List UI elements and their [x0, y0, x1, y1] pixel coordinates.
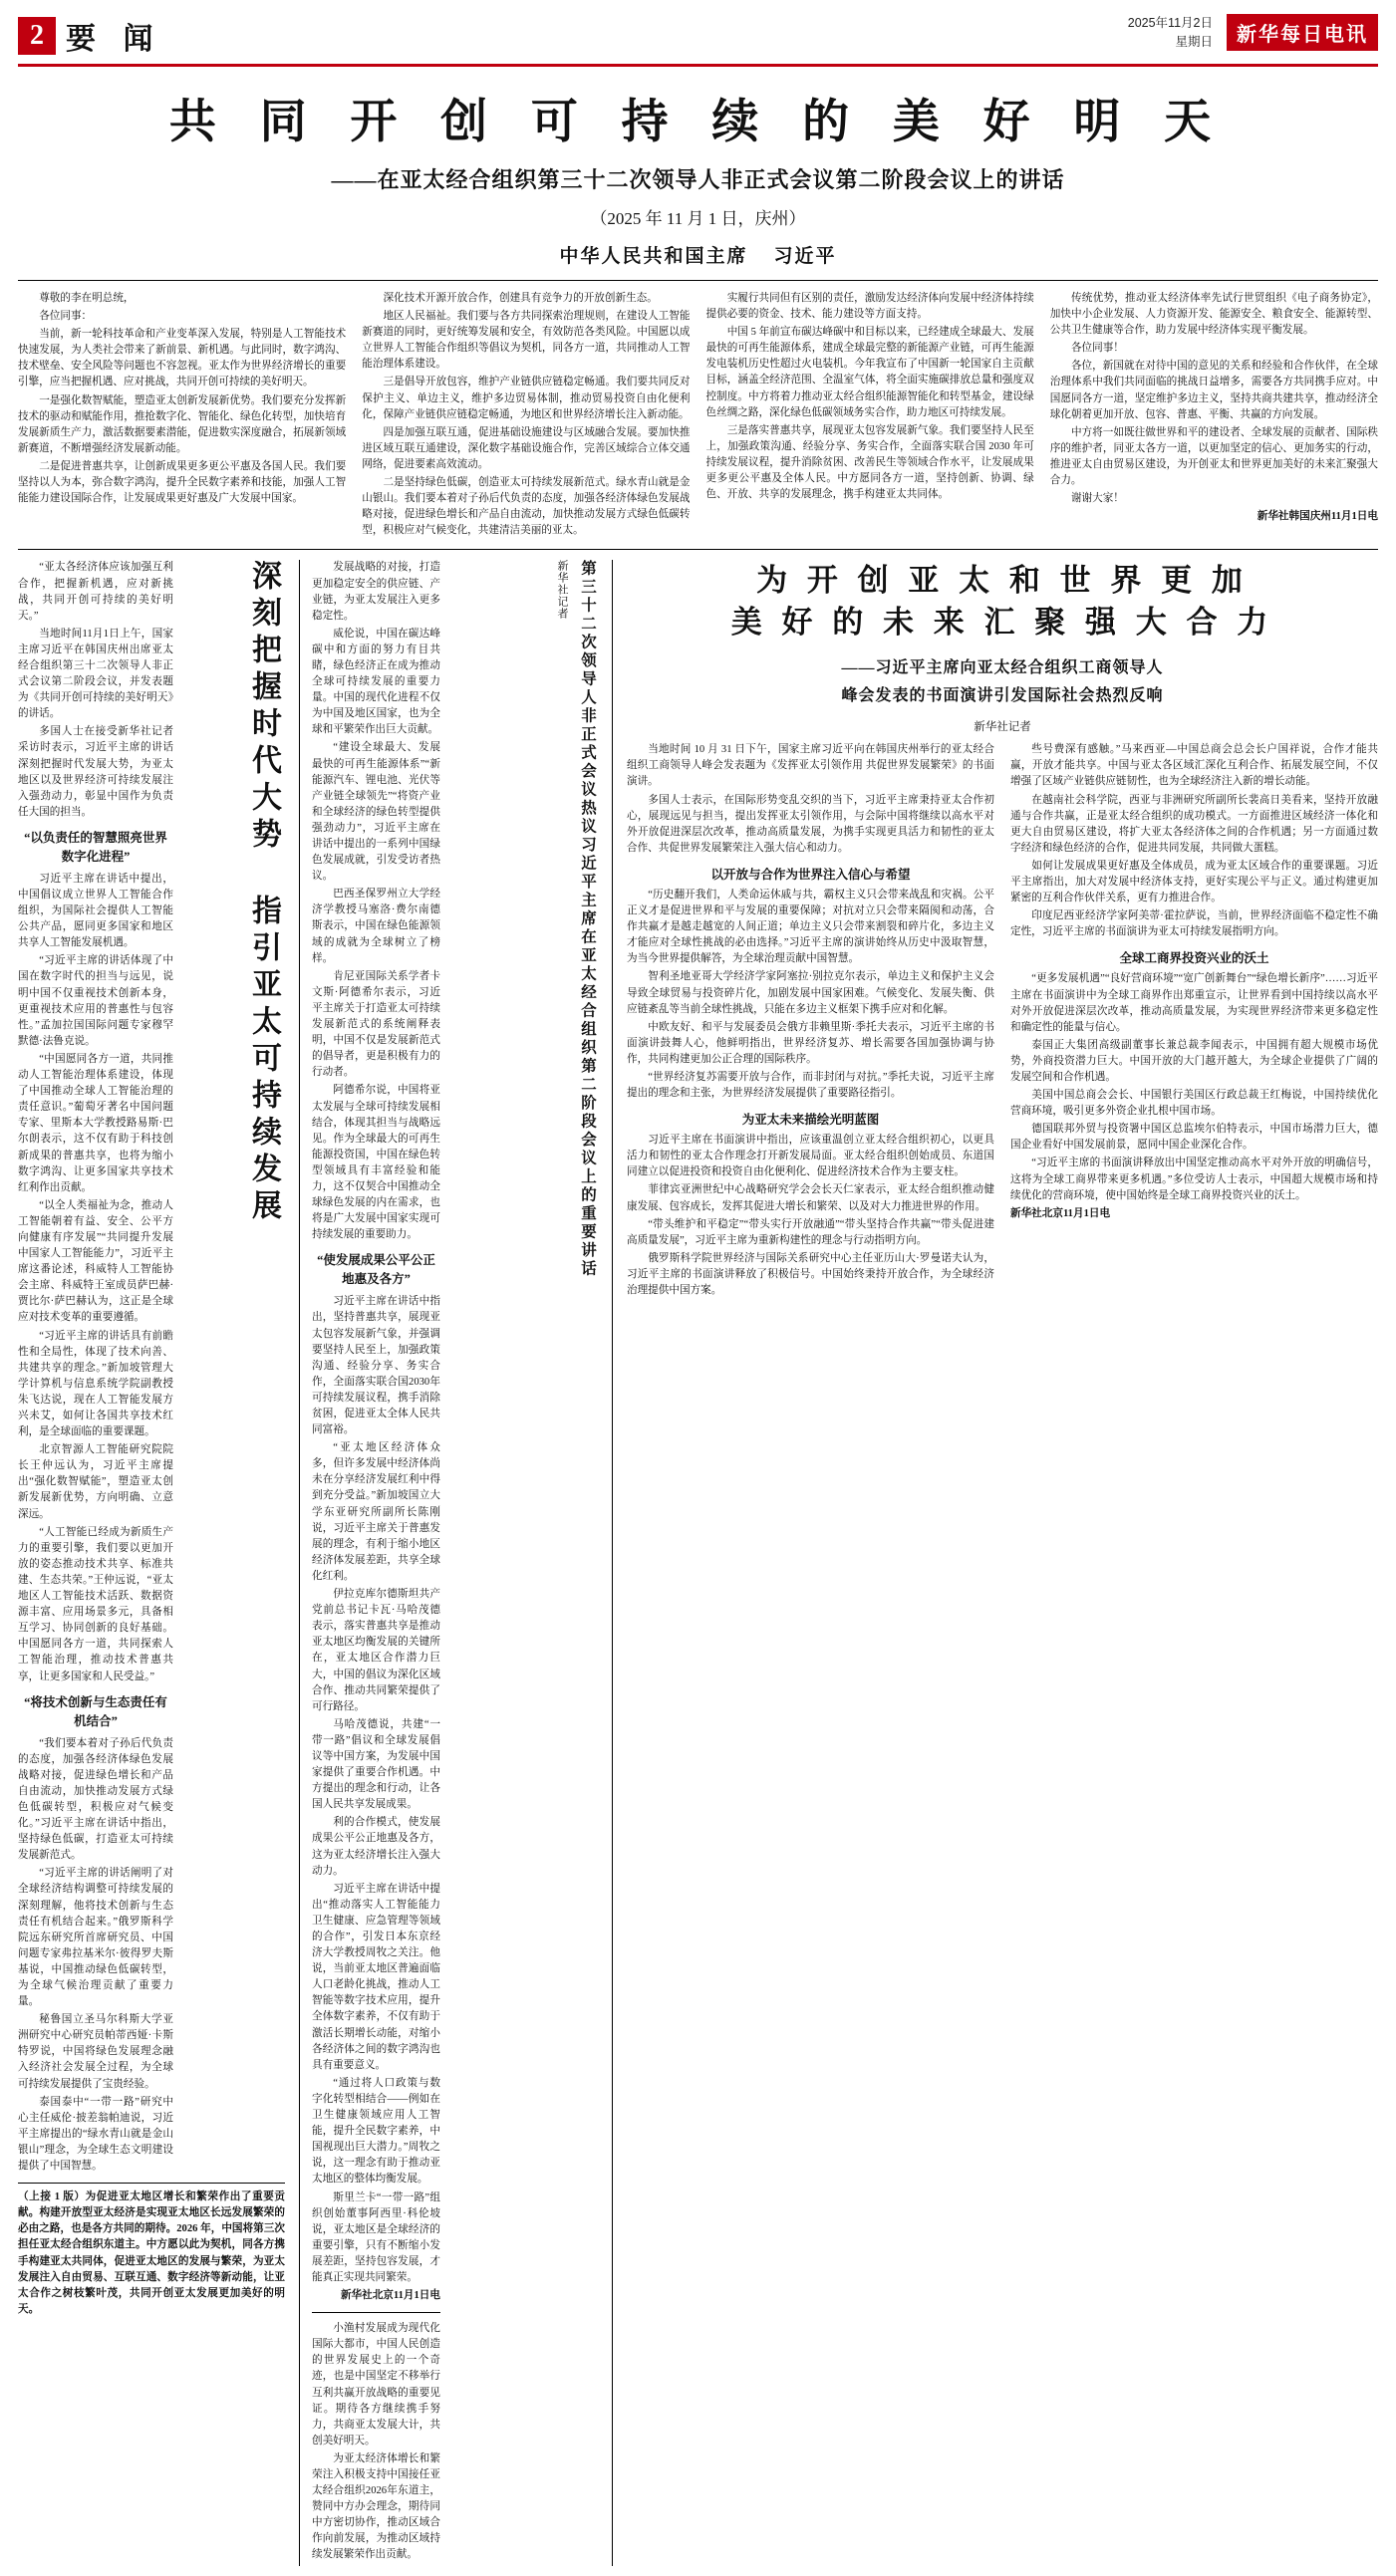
speech-body [18, 291, 1378, 550]
paragraph: 三是落实普惠共享，展现亚太包容发展新气象。我们要坚持人民至上，加强政策沟通、经验分享、务实合作，全面落实联合国 2030 年可持续发展议程，提升消除贫困、改善民生等领域合作水平，让发展成果更多更公平惠及全体人民。中方愿同各方一道，坚持创新、协调、绿色、开放、共享的发展理念，携手构建亚太共同体。 [705, 424, 1034, 501]
paragraph: 如何让发展成果更好惠及全体成员，成为亚太区域合作的重要课题。习近平主席指出，加大对发展中经济体支持，更好实现公平与正义。通过构建更加紧密的互利合作伙伴关系，更有力推进合作。 [1010, 860, 1378, 904]
publish-date: 2025年11月2日 [1127, 16, 1213, 30]
main-headline: 共 同 开 创 可 持 续 的 美 好 明 天 [168, 97, 1228, 148]
paragraph: 菲律宾亚洲世纪中心战略研究学会会长天仁家表示，亚太经合组织推动健康发展、包容成长，发挥其促进大增长和繁荣、以及对大力推进世界的作用。 [627, 1184, 994, 1212]
paragraph: 中国 5 年前宣布碳达峰碳中和目标以来，已经建成全球最大、发展最快的可再生能源体系，建成全球最完整的新能源产业链，可再生能源发电装机历史性超过火电装机。今年我宣布了中国新一轮国家自主贡献目标，涵盖全经济范围、全温室气体，将全面实施碳排放总量和强度双控制度。中方将着力推动亚太经合组织能源智能化和转型基金，建设绿色丝绸之路，深化绿色低碳领域务实合作，助力地区可持续发展。 [705, 327, 1034, 418]
paragraph: 北京智源人工智能研究院院长王仲远认为，习近平主席提出“强化数智赋能”，塑造亚太创新发展新优势，方向明确、立意深远。 [18, 1444, 173, 1520]
article-left-text [18, 560, 181, 2177]
continuation-note-block [18, 2183, 285, 2318]
paragraph: 传统优势，推动亚太经济体率先试行世贸组织《电子商务协定》，加快中小企业发展、人力资源开发、能源安全、粮食安全、能源转型、公共卫生健康等合作，助力发展中经济体实现平衡发展。 [1049, 293, 1378, 337]
paragraph: 当地时间11月1日上午，国家主席习近平在韩国庆州出席亚太经合组织第三十二次领导人非正式会议第二阶段会议，并发表题为《共同开创可持续的美好明天》的讲话。 [18, 628, 173, 720]
speech-col-4 [1050, 291, 1378, 541]
paragraph: 德国联邦外贸与投资署中国区总监埃尔伯特表示，中国市场潜力巨大，德国企业看好中国发展前景，愿同中国企业深化合作。 [1010, 1124, 1378, 1152]
paragraph: 深化技术开源开放合作，创建具有竞争力的开放创新生态。 [383, 293, 658, 304]
subheading: 以开放与合作为世界注入信心与希望 [710, 867, 911, 882]
paragraph: 中方将一如既往做世界和平的建设者、全球发展的贡献者、国际秩序的维护者，同亚太各方一道，以更加坚定的信心、更加务实的行动，推进亚太自由贸易区建设，为开创亚太和世界更加美好的未来汇聚强大合力。 [1049, 426, 1378, 487]
vertical-author: 新华社记者 [556, 560, 568, 621]
sub-headline: ——在亚太经合组织第三十二次领导人非正式会议第二阶段会议上的讲话 [331, 167, 1065, 192]
paragraph: “建设全球最大、发展最快的可再生能源体系”“新能源汽车、锂电池、光伏等产业链全球领先”“将资产业和全球经济的绿色转型提供强劲动力”，习近平主席在讲话中提出的一系列中国绿色发展成就，引发受访者热议。 [312, 742, 440, 883]
paragraph: 小渔村发展成为现代化国际大都市，中国人民创造的世界发展史上的一个奇迹，也是中国坚定不移举行互利共赢开放战略的重要见证。期待各方继续携手努力，共商亚太发展大计，共创美好明天。 [312, 2323, 440, 2447]
page-number: 2 [18, 17, 56, 55]
paragraph: “亚太地区经济体众多，但许多发展中经济体尚未在分享经济发展红利中得到充分受益。”新加坡国立大学东亚研究所副所长陈刚说，习近平主席关于普惠发展的理念，有利于缩小地区经济体发展差距，共享全球化红利。 [312, 1442, 440, 1582]
paragraph: 实履行共同但有区别的责任，激励发达经济体向发展中经济体持续提供必要的资金、技术、能力建设等方面支持。 [705, 293, 1034, 321]
paragraph: “通过将人口政策与数字化转型相结合——例如在卫生健康领域应用人工智能，提升全民数字素养，中国视现出巨大潜力。”周牧之说，这一理念有助于推动亚太地区的整体均衡发展。 [312, 2077, 440, 2186]
subheading: 全球工商界投资兴业的沃土 [1119, 951, 1269, 966]
article-middle-signature: 新华社北京11月1日电 [340, 2290, 440, 2302]
right-headline-block [627, 560, 1378, 734]
paragraph: “更多发展机遇”“良好营商环境”“宽广创新舞台”“绿色增长新序”……习近平主席在书面演讲中为全球工商界作出郑重宣示，让世界看到中国持续以高水平对外开放促进深层次改革，推动高质量发展，为实现世界经济带来更多稳定性和确定性的能量与信心。 [1010, 973, 1378, 1033]
masthead-left [18, 14, 163, 58]
paragraph: 四是加强互联互通，促进基础设施建设与区域融合发展。要加快推进区域互联互通建设，深化数字基础设施合作，完善区域综合立体交通网络，促进要素高效流动。 [362, 426, 691, 470]
article-left [18, 560, 285, 2565]
paragraph: 智利圣地亚哥大学经济学家阿塞拉·别拉克尔表示，单边主义和保护主义会导致全球贸易与投资碎片化，加剧发展中国家困难。气候变化、发展失衡、供应链紊乱等当前全球性挑战，只能在多边主义框架下携手应对和化解。 [627, 971, 994, 1015]
paragraph: 巴西圣保罗州立大学经济学教授马塞洛·费尔南德斯表示，中国在绿色能源领域的成就为全球树立了榜样。 [312, 889, 440, 964]
paragraph: 各位同事： [39, 311, 93, 323]
author-name: 习近平 [773, 246, 837, 267]
paper-logo: 新华每日电讯 [1227, 14, 1378, 51]
paragraph: 地区人民福祉。我们要与各方共同探索治理规则，在建设人工智能新赛道的同时，更好统筹发展和安全，有效防范各类风险。中国愿以成立世界人工智能合作组织等倡议为契机，同各方一道，共同推动人工智能治理体系建设。 [362, 311, 691, 371]
paragraph: 二是坚持绿色低碳，创造亚太可持续发展新范式。绿水青山就是金山银山。我们要本着对子孙后代负责的态度，加强各经济体绿色发展战略对接，促进绿色增长和产品自由流动，加快推动发展方式绿色低碳转型，积极应对气候变化，共建清洁美丽的亚太。 [362, 477, 691, 537]
paragraph: 些号费深有感触。”马来西亚—中国总商会总会长户国祥说，合作才能共赢，开放才能共享。中国与亚太各区域汇深化互利合作、拓展发展空间，不仅增强了区域产业链供应链韧性，也为全球经济注入新的增长动能。 [1010, 744, 1378, 788]
paragraph: 泰国泰中“一带一路”研究中心主任威伦·披差翁帕迪说，习近平主席提出的“绿水青山就是金山银山”理念，为全球生态文明建设提供了中国智慧。 [18, 2096, 173, 2173]
section-title: 要 闻 [66, 23, 163, 56]
divider-top [18, 280, 1378, 281]
paragraph: 伊拉克库尔德斯坦共产党前总书记卡瓦·马哈茂德表示，落实普惠共享是推动亚太地区均衡发展的关键所在，亚太地区合作潜力巨大，中国的倡议为深化区域合作、推动共同繁荣提供了可行路径。 [312, 1589, 440, 1712]
speech-signature: 新华社韩国庆州11月1日电 [1256, 511, 1378, 523]
paragraph: “亚太各经济体应该加强互利合作，把握新机遇，应对新挑战，共同开创可持续的美好明天。” [18, 562, 173, 622]
subheading: “以负责任的智慧照亮世界数字化进程” [24, 830, 167, 864]
paragraph: 尊敬的李在明总统， [39, 293, 135, 304]
paragraph: 习近平主席在讲话中提出“推动落实人工智能能力卫生健康、应急管理等领域的合作”，引发日本东京经济大学教授周牧之关注。他说，当前亚太地区普遍面临人口老龄化挑战，推动人工智能等数字技术应用，提升全体数字素养，不仅有助于激活长期增长动能，对缩小各经济体之间的数字鸿沟也具有重要意义。 [312, 1883, 440, 2071]
paragraph: 发展战略的对接，打造更加稳定安全的供应链、产业链，为亚太发展注入更多稳定性。 [312, 562, 440, 622]
paragraph: “历史翻开我们，人类命运休戚与共，霸权主义只会带来战乱和灾祸。公平正义才是促进世界和平与发展的重要保障；对抗对立只会带来隔阂和动荡，合作共赢才是越走越宽的人间正道；单边主义只会带来割裂和碎片化，多边主义才能应对全球性挑战的必由选择。”习近平主席的演讲始终从历史中汲取智慧，为当今世界提供解答，为全球治理贡献中国智慧。 [627, 889, 994, 965]
author-title: 中华人民共和国主席 [559, 246, 748, 267]
right-col-2 [1010, 742, 1378, 1301]
right-headline-line1: 为 开 创 亚 太 和 世 界 更 加 [756, 563, 1249, 599]
paragraph: 二是促进普惠共享，让创新成果更多更公平惠及各国人民。我们要坚持以人为本，弥合数字鸿沟，提升全民数字素养和技能，加强人工智能能力建设国际合作，让发展成果更好惠及广大发展中国家。 [18, 460, 347, 505]
speech-col-3 [706, 291, 1034, 541]
paragraph: 习近平主席在书面演讲中指出，应该重温创立亚太经合组织初心，以更具活力和韧性的亚太合作理念打开新发展局面。亚太经合组织创始成员、东道国同建立以促进投资和投资自由化便利化、促进经济技术合作为主要支柱。 [627, 1135, 994, 1178]
paragraph: “习近平主席的讲话体现了中国在数字时代的担当与远见，说明中国不仅重视技术创新本身，更重视技术应用的普惠性与包容性。”孟加拉国国际问题专家穆罕默德·法鲁克说。 [18, 955, 173, 1047]
right-subheadline-1: ——习近平主席向亚太经合组织工商领导人 [841, 659, 1164, 677]
right-body [627, 742, 1378, 1301]
right-author: 新华社记者 [974, 721, 1031, 734]
subheading: “使发展成果公平公正地惠及各方” [317, 1253, 435, 1287]
masthead-right [1128, 14, 1378, 52]
paragraph: 利的合作模式，使发展成果公平公正地惠及各方，这为亚太经济增长注入强大动力。 [312, 1817, 440, 1877]
divider-middle [312, 2312, 440, 2313]
article-left-vertical-title [181, 560, 285, 1226]
paragraph: 秘鲁国立圣马尔科斯大学亚洲研究中心研究员帕蒂西娅·卡斯特罗说，中国将绿色发展理念融入经济社会发展全过程，为全球可持续发展提供了宝贵经验。 [18, 2014, 173, 2090]
continuation-note: （上接 1 版）为促进亚太地区增长和繁荣作出了重要贡献。构建开放型亚太经济是实现亚太地区长远发展繁荣的必由之路，也是各方共同的期待。2026 年，中国将第三次担任亚太经合组织东道主。中方愿以此为契机，同各方携手构建亚太共同体，促进亚太地区的发展与繁荣，为亚太发展注入自由贸易、互联互通、数字经济等新动能，让亚太合作之树枝繁叶茂，共同开创亚太发展更加美好的明天。 [18, 2191, 285, 2315]
paragraph: 谢谢大家！ [1070, 493, 1124, 505]
paragraph: 印度尼西亚经济学家阿美蒂·霍拉萨说，当前，世界经济面临不稳定性不确定性，习近平主席的书面演讲为亚太可持续发展指明方向。 [1010, 910, 1378, 938]
article-right [612, 560, 1378, 2565]
speech-col-1 [18, 291, 346, 541]
paragraph: 多国人士表示，在国际形势变乱交织的当下，习近平主席秉持亚太合作初心，展现远见与担当，提出发挥亚太引领作用，与会际中国将继续以高水平对外开放促进深层次改革，推动高质量发展，为携手实现更具活力和韧性的亚太合作、共促世界发展繁荣注入强大信心和动力。 [627, 794, 994, 854]
paragraph: 多国人士在接受新华社记者采访时表示，习近平主席的讲话深刻把握时代发展大势，为亚太地区以及世界经济可持续发展注入强劲动力，彰显中国作为负责任大国的担当。 [18, 726, 173, 818]
paragraph: 为亚太经济体增长和繁荣注入积极支持中国接任亚太经合组织2026年东道主，赞同中方办会理念，期待同中方密切协作，推动区域合作向前发展，为推动区域持续发展繁荣作出贡献。 [312, 2452, 440, 2561]
paragraph: 美国中国总商会会长、中国银行美国区行政总裁王红梅说，中国持续优化营商环境，吸引更多外资企业扎根中国市场。 [1010, 1090, 1378, 1118]
date-block [1128, 14, 1213, 52]
right-col-1 [627, 742, 994, 1301]
right-signature: 新华社北京11月1日电 [1010, 1207, 1111, 1219]
subheading: 为亚太未来描绘光明蓝图 [741, 1113, 880, 1128]
paragraph: 肯尼亚国际关系学者卡文斯·阿德希尔表示，习近平主席关于打造亚太可持续发展新范式的系统阐释表明，中国不仅是发展新范式的倡导者，更是积极有力的行动者。 [312, 970, 440, 1079]
lower-region [18, 560, 1378, 2565]
paragraph: 习近平主席在讲话中提出，中国倡议成立世界人工智能合作组织，为国际社会提供人工智能公共产品，愿同更多国家和地区共享人工智能发展机遇。 [18, 873, 173, 949]
right-headline-line2: 美 好 的 未 来 汇 聚 强 大 合 力 [730, 605, 1274, 641]
headline-block [18, 67, 1378, 270]
article-middle-text [312, 560, 448, 2565]
paragraph: 泰国正大集团高级副董事长兼总裁李闻表示，中国拥有超大规模市场优势，外商投资潜力巨大。中国开放的大门越开越大，为全球企业提供了广阔的发展空间和合作机遇。 [1010, 1039, 1378, 1083]
paragraph: 中欧友好、和平与发展委员会俄方非赖里斯·季托夫表示，习近平主席的书面演讲鼓舞人心，他鲜明指出，世界经济复苏、增长需要各国加强协调与协作，共同构建更加公正合理的国际秩序。 [627, 1021, 994, 1065]
paragraph: 三是倡导开放包容，维护产业链供应链稳定畅通。我们要共同反对保护主义、单边主义，维护多边贸易体制，推动贸易投资自由化便利化，保障产业链供应链稳定畅通，为地区和世界经济增长注入新动能。 [362, 377, 691, 420]
paragraph: 各位同事！ [1070, 343, 1124, 355]
paragraph: 在越南社会科学院，西亚与非洲研究所副所长裴高日美看来，坚持开放融通与合作共赢，正是亚太经合组织的成功模式。一方面推进区域经济一体化和更大自由贸易区建设，将扩大亚太各经济体之间的合作机遇；另一方面通过数字经济和绿色经济的合作，促进共同发展，共同做大蛋糕。 [1010, 794, 1378, 854]
paragraph: “带头维护和平稳定”“带头实行开放融通”“带头坚持合作共赢”“带头促进建高质量发展”，习近平主席为重新构建性的理念与行动指明方向。 [627, 1218, 994, 1246]
paragraph: “世界经济复苏需要开放与合作，而非封闭与对抗。”季托夫说，习近平主席提出的理念和主张，为世界经济发展提供了重要路径指引。 [627, 1071, 994, 1100]
paragraph: “习近平主席的书面演讲释放出中国坚定推动高水平对外开放的明确信号，这将为全球工商界带来更多机遇。”多位受访人士表示，中国超大规模市场和持续优化的营商环境，使中国始终是全球工商界投资兴业的沃土。 [1010, 1158, 1378, 1201]
paragraph: 俄罗斯科学院世界经济与国际关系研究中心主任亚历山大·罗曼诺夫认为，习近平主席的书面演讲释放了积极信号。中国始终秉持开放合作，为全球经济治理提供中国方案。 [627, 1252, 994, 1296]
paragraph: 威伦说，中国在碳达峰碳中和方面的努力有目共睹，绿色经济正在成为推动全球可持续发展的重要力量。中国的现代化进程不仅为中国及地区国家，也为全球和平繁荣作出巨大贡献。 [312, 628, 440, 736]
paragraph: “我们要本着对子孙后代负责的态度，加强各经济体绿色发展战略对接，促进绿色增长和产品自由流动，加快推动发展方式绿色低碳转型，积极应对气候变化。”习近平主席在讲话中指出，坚持绿色低碳，打造亚太可持续发展新范式。 [18, 1737, 173, 1862]
vertical-headline: 深刻把握时代大势 指引亚太可持续发展 [247, 560, 280, 1227]
paragraph: 一是强化数智赋能，塑造亚太创新发展新优势。我们要充分发挥新技术的驱动和赋能作用，推抢数字化、智能化、绿色化转型，加快培育发展新质生产力，激活数据要素潜能，促进数实深度融合，拓展新领域新赛道，不断增强经济发展新动能。 [18, 394, 347, 454]
paragraph: 斯里兰卡“一带一路”组织创始董事阿西里·科伦坡说，亚太地区是全球经济的重要引擎，只有不断缩小发展差距，坚持包容发展，才能真正实现共同繁荣。 [312, 2191, 440, 2283]
paragraph: “以全人类福祉为念，推动人工智能朝着有益、安全、公平方向健康有序发展”“共同提升发展中国家人工智能能力”，习近平主席这番论述，科威特人工智能协会主席、科威特王室成员萨巴赫·贾比尔·萨巴赫认为，这正是全球应对技术变革的重要遵循。 [18, 1199, 173, 1324]
paragraph: “人工智能已经成为新质生产力的重要引擎，我们要以更加开放的姿态推动技术共享、标准共建、生态共荣。”王仲远说，“亚太地区人工智能技术活跃、数据资源丰富、应用场景多元，具备相互学习、协同创新的良好基础。中国愿同各方一道，共同探索人工智能治理，推动技术普惠共享，让更多国家和人民受益。” [18, 1526, 173, 1682]
article-middle-vertical-title [448, 560, 598, 2565]
paragraph: “习近平主席的讲话阐明了对全球经济结构调整可持续发展的深刻理解，他将技术创新与生态责任有机结合起来。”俄罗斯科学院远东研究所首席研究员、中国问题专家弗拉基米尔·彼得罗夫斯基说，中国推动绿色低碳转型，为全球气候治理贡献了重要力量。 [18, 1868, 173, 2008]
weekday: 星期日 [1175, 34, 1213, 49]
vertical-headline: 第三十二次领导人非正式会议热议习近平主席在亚太经合组织第二阶段会议上的重要讲话 [579, 560, 596, 1279]
paragraph: 当地时间 10 月 31 日下午，国家主席习近平向在韩国庆州举行的亚太经合组织工商领导人峰会发表题为《发挥亚太引领作用 共促世界发展繁荣》的书面演讲。 [627, 744, 994, 788]
subheading: “将技术创新与生态责任有机结合” [24, 1694, 167, 1728]
paragraph: 习近平主席在讲话中指出，坚持普惠共享，展现亚太包容发展新气象，并强调要坚持人民至上，加强政策沟通、经验分享、务实合作，全面落实联合国2030年可持续发展议程，携手消除贫困，促进亚太全体人民共同富裕。 [312, 1296, 440, 1436]
right-subheadline-2: 峰会发表的书面演讲引发国际社会热烈反响 [841, 686, 1164, 704]
masthead [18, 14, 1378, 67]
paragraph: 当前，新一轮科技革命和产业变革深入发展，特别是人工智能技术快速发展，为人类社会带来了新前景、新机遇。与此同时，数字鸿沟、技术壁垒、安全风险等问题也不容忽视。亚太作为世界经济增长的重要引擎，应当把握机遇、应对挑战，共同开创可持续的美好明天。 [18, 329, 347, 388]
speech-dateline: （2025 年 11 月 1 日，庆州） [590, 209, 806, 228]
paragraph: 马哈茂德说，共建“一带一路”倡议和全球发展倡议等中国方案，为发展中国家提供了重要合作机遇。中方提出的理念和行动，让各国人民共享发展成果。 [312, 1718, 440, 1811]
author-byline [18, 241, 1378, 268]
paragraph: “习近平主席的讲话具有前瞻性和全局性，体现了技术向善、共建共享的理念。”新加坡管理大学计算机与信息系统学院副教授朱飞达说，现在人工智能发展方兴未艾，如何让各国共享技术红利，是全球面临的重要课题。 [18, 1330, 173, 1438]
speech-col-2 [362, 291, 690, 541]
paragraph: 阿德希尔说，中国将亚太发展与全球可持续发展相结合，体现其担当与战略远见。作为全球最大的可再生能源投资国，中国在绿色转型领域具有丰富经验和能力，这不仅契合中国推动全球绿色发展的内在需求，也将是广大发展中国家实现可持续发展的重要助力。 [312, 1085, 440, 1241]
article-middle [299, 560, 598, 2565]
paragraph: “中国愿同各方一道，共同推动人工智能治理体系建设，体现了中国推动全球人工智能治理的责任意识。”葡萄牙著名中国问题专家、里斯本大学教授路易斯·巴尔朗表示，这不仅有助于科技创新成果的普惠共享，也将为缩小数字鸿沟、让更多国家共享技术红利作出贡献。 [18, 1053, 173, 1193]
paragraph: 各位，新国就在对待中国的意见的关系和经验和合作伙伴，在全球治理体系中我们共同面临的挑战日益增多，需要各方共同携手应对。中国愿同各方一道，坚定维护多边主义，坚持共商共建共享，推动经济全球化朝着更加开放、包容、普惠、平衡、共赢的方向发展。 [1049, 361, 1378, 420]
